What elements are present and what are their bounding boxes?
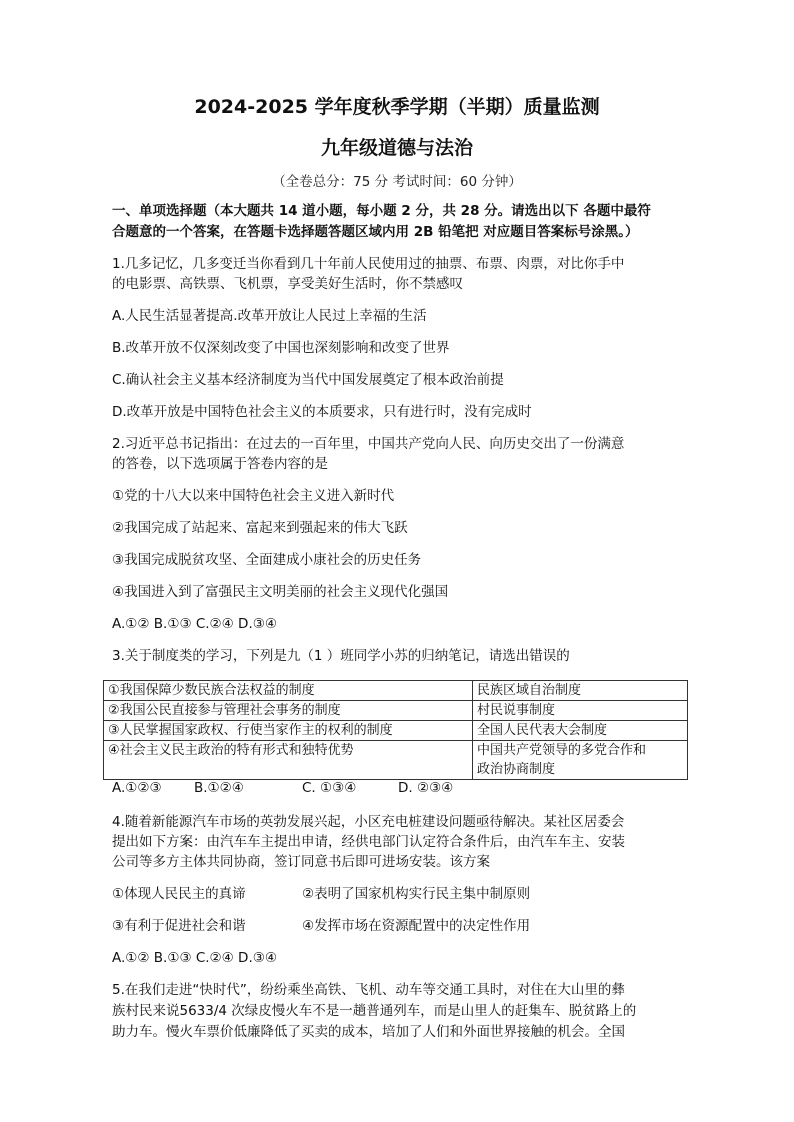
table-cell: ②我国公民直接参与管理社会事务的制度: [104, 701, 473, 721]
q4-stem-line1: 4.随着新能源汽车市场的英勃发展兴起，小区充电桩建设问题亟待解决。某社区居委会: [112, 814, 625, 830]
exam-subject: 九年级道德与法治: [320, 137, 473, 159]
q1-option-d: D.改革开放是中国特色社会主义的本质要求，只有进行时，没有完成时: [112, 404, 532, 420]
q2-statement-4: ④我国进入到了富强民主文明美丽的社会主义现代化强国: [112, 584, 449, 600]
table-cell-line: 政治协商制度: [477, 762, 556, 777]
q4-stem-line2: 提出如下方案：由汽车车主提出申请，经供电部门认定符合条件后，由汽车车主、安装: [112, 834, 625, 850]
table-cell: 全国人民代表大会制度: [473, 721, 688, 741]
q1-option-a: A.人民生活显著提高.改革开放让人民过上幸福的生活: [112, 308, 427, 324]
exam-info: （全卷总分：75 分 考试时间：60 分钟）: [272, 174, 522, 190]
table-cell: ④社会主义民主政治的特有形式和独特优势: [104, 741, 473, 780]
q2-statement-2: ②我国完成了站起来、富起来到强起来的伟大飞跃: [112, 520, 408, 536]
table-row: [104, 721, 688, 741]
q3-option-b: B.①②④: [194, 780, 244, 796]
q4-statement-2: ②表明了国家机构实行民主集中制原则: [302, 886, 531, 902]
table-cell-line: 中国共产党领导的多党合作和: [477, 743, 647, 758]
q4-statement-3: ③有利于促进社会和谐: [112, 918, 246, 934]
q3-option-d: D. ②③④: [398, 780, 454, 796]
q4-options: A.①② B.①③ C.②④ D.③④: [112, 950, 277, 966]
section-heading-line1: 一、单项选择题（本大题共 14 道小题，每小题 2 分，共 28 分。请选出以下 各题中最符: [112, 203, 651, 219]
q4-statement-1: ①体现人民民主的真谛: [112, 886, 246, 902]
q3-option-a: A.①②③: [112, 780, 162, 796]
table-row: [104, 741, 688, 780]
table-cell: [473, 741, 688, 780]
q2-stem-line1: 2.习近平总书记指出：在过去的一百年里，中国共产党向人民、向历史交出了一份满意: [112, 436, 625, 452]
exam-title: 2024-2025 学年度秋季学期（半期）质量监测: [194, 96, 600, 118]
q2-statement-3: ③我国完成脱贫攻坚、全面建成小康社会的历史任务: [112, 552, 422, 568]
q4-statement-4: ④发挥市场在资源配置中的决定性作用: [302, 918, 531, 934]
q3-option-c: C. ①③④: [302, 780, 357, 796]
q5-stem-line2: 族村民来说5633/4 次绿皮慢火车不是一趟普通列车，而是山里人的赶集车、脱贫路上的: [112, 1003, 637, 1019]
table-cell: 村民说事制度: [473, 701, 688, 721]
q5-stem-line1: 5.在我们走进“快时代”，纷纷乘坐高铁、飞机、动车等交通工具时，对住在大山里的彝: [112, 982, 625, 998]
table-cell: ①我国保障少数民族合法权益的制度: [104, 681, 473, 701]
q1-stem-line1: 1.几多记忆，几多变迁当你看到几十年前人民使用过的抽票、布票、肉票，对比你手中: [112, 256, 625, 272]
q1-option-c: C.确认社会主义基本经济制度为当代中国发展奠定了根本政治前提: [112, 372, 504, 388]
table-row: [104, 701, 688, 721]
q1-stem-line2: 的电影票、高铁票、飞机票，享受美好生活时，你不禁感叹: [112, 276, 463, 292]
table-row: [104, 681, 688, 701]
q2-statement-1: ①党的十八大以来中国特色社会主义进入新时代: [112, 488, 395, 504]
q3-stem: 3.关于制度类的学习，下列是九（1 ）班同学小苏的归纳笔记，请选出错误的: [112, 648, 570, 664]
table-cell: 民族区域自治制度: [473, 681, 688, 701]
q1-option-b: B.改革开放不仅深刻改变了中国也深刻影响和改变了世界: [112, 340, 450, 356]
table-cell: ③人民掌握国家政权、行使当家作主的权利的制度: [104, 721, 473, 741]
q5-stem-line3: 助力车。慢火车票价低廉降低了买卖的成本，培加了人们和外面世界接触的机会。全国: [112, 1024, 625, 1040]
q2-options: A.①② B.①③ C.②④ D.③④: [112, 616, 277, 632]
q2-stem-line2: 的答卷，以下选项属于答卷内容的是: [112, 456, 328, 472]
q4-stem-line3: 公司等多方主体共同协商，签订同意书后即可进场安装。该方案: [112, 854, 490, 870]
q3-table: [103, 680, 688, 780]
section-heading-line2: 合题意的一个答案，在答题卡选择题答题区域内用 2B 铅笔把 对应题目答案标号涂黑。）: [112, 224, 639, 240]
